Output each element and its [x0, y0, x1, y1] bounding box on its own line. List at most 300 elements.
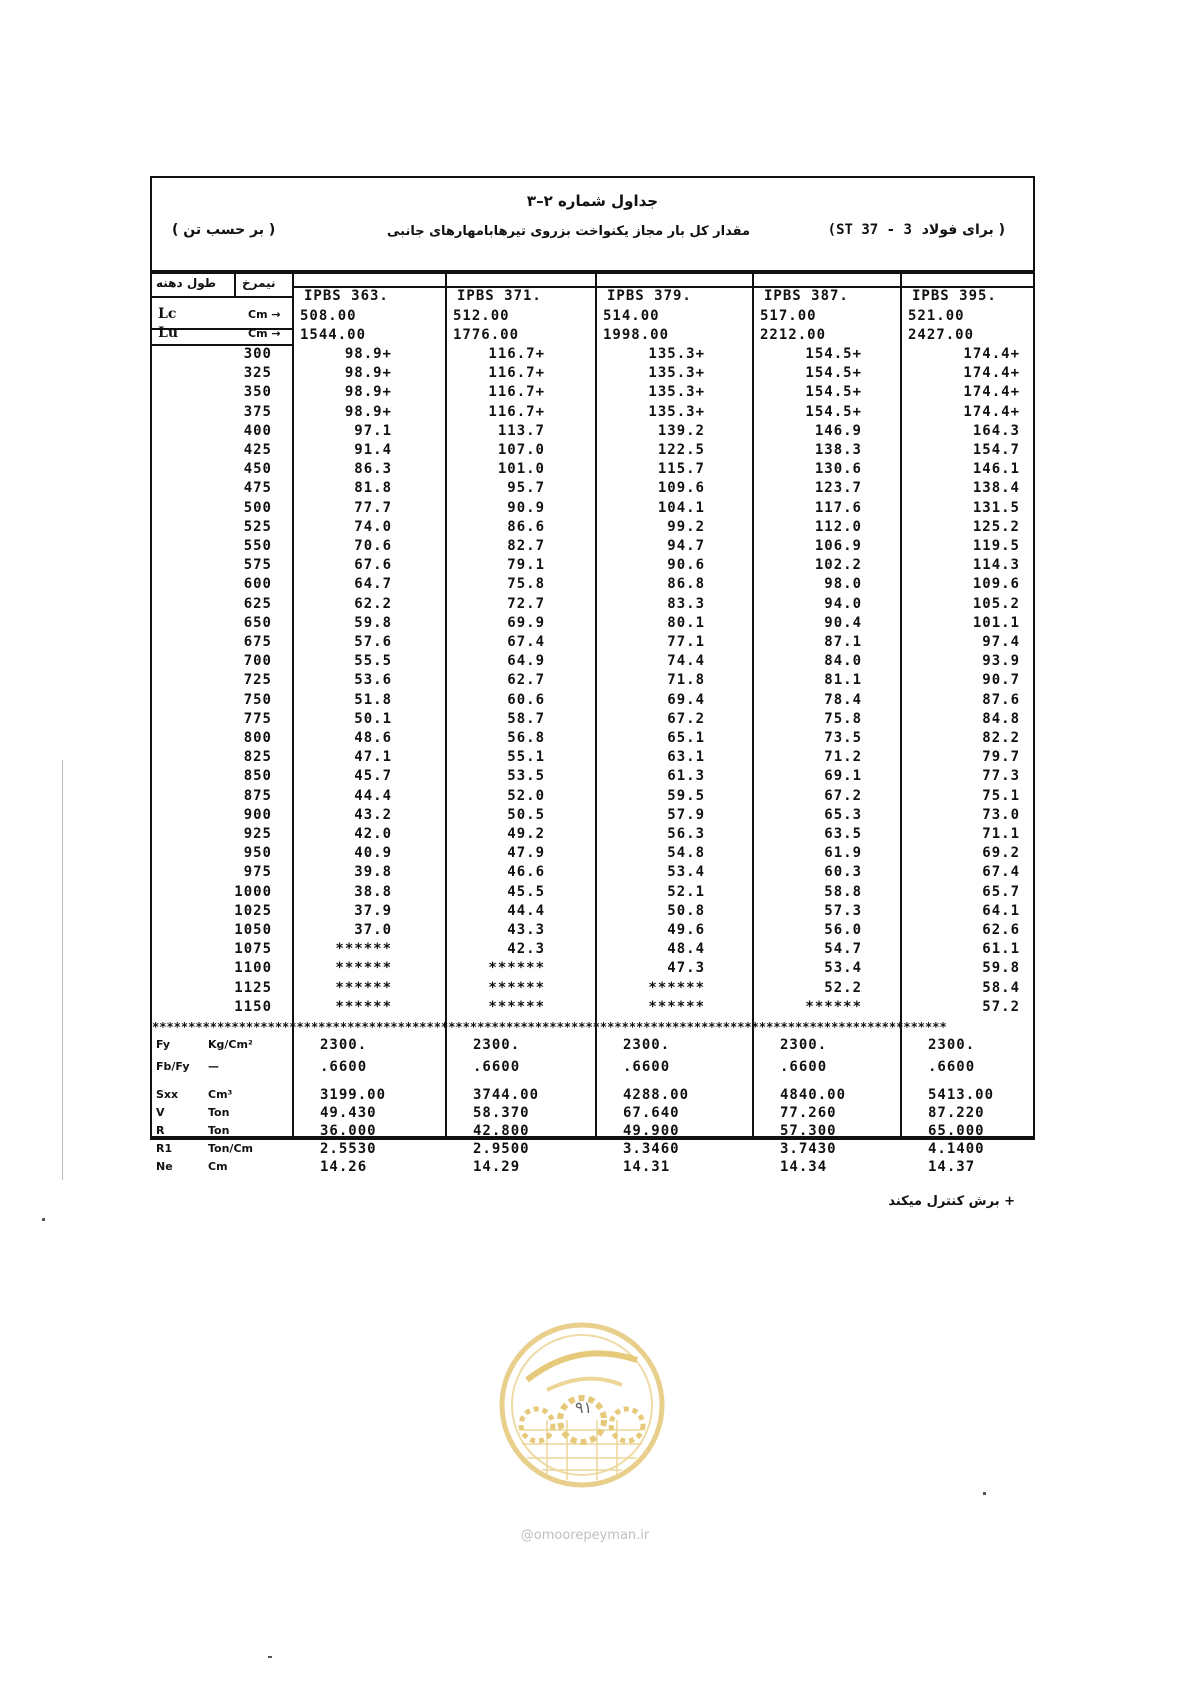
property-value: 4288.00	[623, 1087, 690, 1103]
property-label: V	[156, 1106, 165, 1119]
col-profile-label: نیمرخ	[242, 276, 276, 290]
property-value: 2300.	[320, 1037, 368, 1053]
table-cell: 67.4	[507, 634, 545, 650]
span-length: 450	[243, 461, 272, 478]
property-value: 3.7430	[780, 1141, 837, 1157]
table-cell: 45.7	[354, 768, 392, 785]
span-length: 850	[243, 768, 272, 785]
profile-header: IPBS 395.	[912, 288, 997, 304]
table-cell: 48.4	[667, 941, 705, 958]
table-cell: 52.2	[824, 979, 862, 996]
table-cell: 154.5+	[805, 403, 862, 420]
table-cell: 61.3	[667, 768, 705, 785]
table-cell: 1544.00	[300, 327, 367, 343]
table-cell: 45.5	[507, 883, 545, 900]
table-cell: 57.3	[824, 902, 862, 919]
table-cell: 64.7	[354, 576, 392, 593]
table-cell: 73.0	[982, 806, 1020, 823]
table-cell: 174.4+	[963, 403, 1020, 420]
scan-mark	[42, 1218, 45, 1221]
table-cell: 77.3	[982, 768, 1020, 785]
table-cell: 53.6	[354, 672, 392, 689]
table-cell: 174.4+	[963, 384, 1020, 401]
property-unit: Ton/Cm	[208, 1142, 253, 1155]
table-cell: 97.1	[354, 422, 392, 439]
span-length: 425	[243, 442, 272, 458]
table-cell: 512.00	[453, 308, 510, 324]
table-cell: 90.9	[507, 499, 545, 516]
row-symbol: Lc	[158, 306, 177, 322]
table-cell: ******	[335, 979, 392, 996]
table-cell: 59.5	[667, 787, 705, 804]
table-cell: 104.1	[657, 499, 705, 516]
table-cell: 42.0	[354, 826, 392, 842]
table-cell: 49.2	[507, 826, 545, 842]
table-cell: 517.00	[760, 308, 817, 324]
table-cell: 58.7	[507, 710, 545, 727]
table-cell: 60.3	[824, 864, 862, 881]
table-frame	[150, 176, 1035, 1175]
table-subtitle: مقدار کل بار مجاز یکنواخت بزروی تیرهابامهارهای جانبی	[387, 224, 750, 239]
table-cell: ******	[488, 979, 545, 996]
span-length: 775	[243, 710, 272, 727]
table-cell: ******	[335, 998, 392, 1015]
table-cell: 50.1	[354, 710, 392, 727]
table-cell: 2212.00	[760, 327, 827, 343]
table-cell: 81.8	[354, 480, 392, 497]
table-cell: 67.6	[354, 557, 392, 574]
table-cell: 69.9	[507, 614, 545, 631]
property-value: .6600	[780, 1059, 828, 1075]
span-length: 700	[243, 653, 272, 670]
table-cell: 86.6	[507, 518, 545, 535]
property-unit: —	[208, 1060, 219, 1073]
table-cell: 80.1	[667, 614, 705, 631]
table-cell: 47.9	[507, 845, 545, 862]
span-length: 525	[243, 518, 272, 535]
span-length: 400	[243, 422, 272, 439]
table-cell: 53.4	[667, 864, 705, 881]
table-cell: 98.9+	[344, 346, 392, 362]
span-length: 500	[243, 499, 272, 516]
property-value: 2300.	[473, 1037, 521, 1053]
property-value: 3744.00	[473, 1087, 540, 1103]
span-length: 800	[243, 730, 272, 746]
table-cell: 44.4	[354, 787, 392, 804]
steel-grade: (ST 37 - 3	[827, 222, 912, 238]
table-cell: 43.2	[354, 806, 392, 823]
table-cell: 72.7	[507, 595, 545, 612]
table-cell: 51.8	[354, 691, 392, 708]
span-length: 1050	[234, 922, 272, 938]
table-cell: 62.7	[507, 672, 545, 689]
span-length: 300	[243, 346, 272, 362]
property-value: 77.260	[780, 1105, 837, 1121]
table-cell: 65.1	[667, 730, 705, 746]
table-cell: 77.7	[354, 499, 392, 516]
table-cell: 74.0	[354, 518, 392, 535]
table-cell: 146.1	[972, 461, 1020, 478]
table-cell: 84.0	[824, 653, 862, 670]
units-note: ( بر حسب تن )	[172, 222, 276, 238]
table-cell: 78.4	[824, 691, 862, 708]
table-cell: 154.5+	[805, 365, 862, 382]
table-cell: 42.3	[507, 941, 545, 958]
left-header-divider	[234, 272, 236, 296]
table-cell: 44.4	[507, 902, 545, 919]
table-cell: 94.0	[824, 595, 862, 612]
table-cell: 50.8	[667, 902, 705, 919]
table-cell: 52.0	[507, 787, 545, 804]
table-cell: 109.6	[657, 480, 705, 497]
table-cell: 52.1	[667, 883, 705, 900]
table-cell: 57.9	[667, 806, 705, 823]
span-length: 875	[243, 787, 272, 804]
property-unit: Cm³	[208, 1088, 233, 1101]
property-value: 14.29	[473, 1159, 521, 1175]
property-label: Sxx	[156, 1088, 179, 1101]
table-cell: 98.0	[824, 576, 862, 593]
lu-rule	[152, 344, 292, 346]
table-cell: 60.6	[507, 691, 545, 708]
table-cell: 2427.00	[908, 327, 975, 343]
table-cell: 521.00	[908, 308, 965, 324]
table-cell: 116.7+	[488, 365, 545, 382]
scan-mark	[62, 760, 63, 1180]
table-cell: 74.4	[667, 653, 705, 670]
property-value: .6600	[473, 1059, 521, 1075]
footnote: + برش کنترل میکند	[888, 1194, 1015, 1209]
bottom-rule	[152, 1136, 1033, 1138]
table-cell: 99.2	[667, 518, 705, 535]
table-cell: ******	[648, 998, 705, 1015]
span-length: 600	[243, 576, 272, 593]
span-length: 650	[243, 614, 272, 631]
table-title: جداول شماره ۲–۳	[526, 192, 659, 210]
property-value: 2.9500	[473, 1141, 530, 1157]
table-cell: 138.3	[814, 442, 862, 458]
table-cell: 106.9	[814, 538, 862, 554]
table-cell: 67.2	[667, 710, 705, 727]
property-label: Ne	[156, 1160, 173, 1173]
table-cell: 174.4+	[963, 346, 1020, 362]
property-value: 14.34	[780, 1159, 828, 1175]
table-cell: 75.8	[507, 576, 545, 593]
property-value: 49.900	[623, 1123, 680, 1139]
table-cell: 71.1	[982, 826, 1020, 842]
property-value: .6600	[928, 1059, 976, 1075]
table-cell: 57.6	[354, 634, 392, 650]
table-cell: 79.1	[507, 557, 545, 574]
property-value: 14.26	[320, 1159, 368, 1175]
property-value: 42.800	[473, 1123, 530, 1139]
table-cell: 109.6	[972, 576, 1020, 593]
table-cell: ******	[648, 979, 705, 996]
table-cell: 71.2	[824, 749, 862, 766]
table-cell: 98.9+	[344, 365, 392, 382]
table-cell: 69.2	[982, 845, 1020, 862]
table-cell: 50.5	[507, 806, 545, 823]
table-cell: 70.6	[354, 538, 392, 554]
table-cell: 94.7	[667, 538, 705, 554]
table-cell: 87.6	[982, 691, 1020, 708]
profile-header: IPBS 387.	[764, 288, 849, 304]
table-cell: 101.0	[497, 461, 545, 478]
table-cell: 115.7	[657, 461, 705, 478]
table-cell: 116.7+	[488, 384, 545, 401]
table-cell: 139.2	[657, 422, 705, 439]
span-length: 900	[243, 806, 272, 823]
table-cell: 69.1	[824, 768, 862, 785]
property-unit: Ton	[208, 1124, 230, 1137]
table-cell: 105.2	[972, 595, 1020, 612]
property-value: 2300.	[928, 1037, 976, 1053]
table-cell: ******	[335, 960, 392, 977]
span-length: 725	[243, 672, 272, 689]
table-cell: 62.6	[982, 922, 1020, 938]
table-cell: 59.8	[982, 960, 1020, 977]
property-label: Fb/Fy	[156, 1060, 190, 1073]
table-cell: 146.9	[814, 422, 862, 439]
table-cell: 174.4+	[963, 365, 1020, 382]
table-cell: 54.7	[824, 941, 862, 958]
property-value: 58.370	[473, 1105, 530, 1121]
span-length: 475	[243, 480, 272, 497]
table-cell: 63.5	[824, 826, 862, 842]
table-cell: 116.7+	[488, 403, 545, 420]
table-cell: 75.1	[982, 787, 1020, 804]
row-unit: Cm →	[248, 308, 281, 321]
table-cell: 67.4	[982, 864, 1020, 881]
table-cell: 107.0	[497, 442, 545, 458]
table-cell: 46.6	[507, 864, 545, 881]
property-value: 67.640	[623, 1105, 680, 1121]
table-cell: 67.2	[824, 787, 862, 804]
profile-header: IPBS 363.	[304, 288, 389, 304]
table-cell: 117.6	[814, 499, 862, 516]
table-cell: 131.5	[972, 499, 1020, 516]
left-header-rule	[152, 296, 292, 298]
table-cell: 49.6	[667, 922, 705, 938]
table-title-area	[152, 178, 1033, 272]
table-cell: 69.4	[667, 691, 705, 708]
table-cell: 164.3	[972, 422, 1020, 439]
table-cell: 1776.00	[453, 327, 520, 343]
table-cell: 86.3	[354, 461, 392, 478]
table-cell: 53.5	[507, 768, 545, 785]
table-cell: ******	[488, 998, 545, 1015]
star-separator: **************************************************************************************************************	[152, 1020, 947, 1034]
table-cell: 86.8	[667, 576, 705, 593]
row-unit: Cm →	[248, 327, 281, 340]
table-cell: 57.2	[982, 998, 1020, 1015]
table-cell: 55.5	[354, 653, 392, 670]
property-value: .6600	[320, 1059, 368, 1075]
table-cell: 112.0	[814, 518, 862, 535]
property-unit: Cm	[208, 1160, 228, 1173]
table-cell: 154.7	[972, 442, 1020, 458]
table-cell: 90.7	[982, 672, 1020, 689]
property-value: 5413.00	[928, 1087, 995, 1103]
property-unit: Kg/Cm²	[208, 1038, 253, 1051]
scan-mark	[268, 1656, 272, 1658]
table-cell: 43.3	[507, 922, 545, 938]
table-cell: ******	[488, 960, 545, 977]
table-cell: 93.9	[982, 653, 1020, 670]
span-length: 1075	[234, 941, 272, 958]
property-value: 2300.	[623, 1037, 671, 1053]
span-length: 1125	[234, 979, 272, 996]
table-cell: 63.1	[667, 749, 705, 766]
table-cell: 90.6	[667, 557, 705, 574]
table-cell: 91.4	[354, 442, 392, 458]
table-cell: 98.9+	[344, 403, 392, 420]
row-symbol: Lu	[158, 325, 179, 341]
table-cell: 125.2	[972, 518, 1020, 535]
table-cell: 56.0	[824, 922, 862, 938]
profile-header: IPBS 371.	[457, 288, 542, 304]
span-length: 825	[243, 749, 272, 766]
span-length: 1000	[234, 883, 272, 900]
table-cell: 61.1	[982, 941, 1020, 958]
table-cell: 138.4	[972, 480, 1020, 497]
table-cell: 65.7	[982, 883, 1020, 900]
table-cell: 62.2	[354, 595, 392, 612]
table-cell: 65.3	[824, 806, 862, 823]
table-cell: 135.3+	[648, 346, 705, 362]
span-length: 625	[243, 595, 272, 612]
property-value: 3199.00	[320, 1087, 387, 1103]
table-cell: 101.1	[972, 614, 1020, 631]
table-cell: 64.9	[507, 653, 545, 670]
table-cell: ******	[335, 941, 392, 958]
header-rule	[152, 272, 1033, 274]
profile-header: IPBS 379.	[607, 288, 692, 304]
span-length: 350	[243, 384, 272, 401]
table-cell: 38.8	[354, 883, 392, 900]
table-cell: 47.3	[667, 960, 705, 977]
data-grid	[152, 272, 1033, 1175]
table-cell: 54.8	[667, 845, 705, 862]
table-cell: 58.8	[824, 883, 862, 900]
table-cell: 97.4	[982, 634, 1020, 650]
table-cell: 514.00	[603, 308, 660, 324]
span-length: 925	[243, 826, 272, 842]
span-length: 1150	[234, 998, 272, 1015]
property-value: 2300.	[780, 1037, 828, 1053]
property-value: .6600	[623, 1059, 671, 1075]
watermark-text: @omoorepeyman.ir	[520, 1528, 650, 1543]
scan-mark	[983, 1492, 986, 1495]
table-cell: 47.1	[354, 749, 392, 766]
table-cell: 130.6	[814, 461, 862, 478]
span-length: 750	[243, 691, 272, 708]
table-cell: 84.8	[982, 710, 1020, 727]
table-cell: 123.7	[814, 480, 862, 497]
property-value: 87.220	[928, 1105, 985, 1121]
property-value: 36.000	[320, 1123, 377, 1139]
property-value: 14.37	[928, 1159, 976, 1175]
span-length: 1025	[234, 902, 272, 919]
span-length: 550	[243, 538, 272, 554]
table-cell: 82.7	[507, 538, 545, 554]
span-length: 1100	[234, 960, 272, 977]
table-cell: 135.3+	[648, 403, 705, 420]
col-length-label: طول دهنه	[156, 276, 217, 290]
table-cell: 73.5	[824, 730, 862, 746]
table-cell: 83.3	[667, 595, 705, 612]
table-cell: 53.4	[824, 960, 862, 977]
table-cell: 114.3	[972, 557, 1020, 574]
table-cell: 154.5+	[805, 346, 862, 362]
table-cell: 48.6	[354, 730, 392, 746]
span-length: 575	[243, 557, 272, 574]
table-cell: 81.1	[824, 672, 862, 689]
table-cell: ******	[805, 998, 862, 1015]
table-cell: 95.7	[507, 480, 545, 497]
table-cell: 71.8	[667, 672, 705, 689]
property-label: R	[156, 1124, 165, 1137]
property-value: 4.1400	[928, 1141, 985, 1157]
table-cell: 154.5+	[805, 384, 862, 401]
property-value: 2.5530	[320, 1141, 377, 1157]
table-cell: 135.3+	[648, 365, 705, 382]
table-cell: 90.4	[824, 614, 862, 631]
table-cell: 79.7	[982, 749, 1020, 766]
table-cell: 119.5	[972, 538, 1020, 554]
table-cell: 61.9	[824, 845, 862, 862]
table-cell: 508.00	[300, 308, 357, 324]
property-value: 57.300	[780, 1123, 837, 1139]
steel-label: ( برای فولاد	[921, 222, 1005, 238]
table-cell: 87.1	[824, 634, 862, 650]
table-cell: 135.3+	[648, 384, 705, 401]
table-cell: 102.2	[814, 557, 862, 574]
steel-grade-note	[828, 222, 1005, 238]
table-cell: 82.2	[982, 730, 1020, 746]
property-value: 4840.00	[780, 1087, 847, 1103]
property-value: 49.430	[320, 1105, 377, 1121]
table-cell: 56.3	[667, 826, 705, 842]
property-unit: Ton	[208, 1106, 230, 1119]
table-cell: 39.8	[354, 864, 392, 881]
page-number: ۹۱	[575, 1398, 593, 1417]
table-cell: 77.1	[667, 634, 705, 650]
table-cell: 55.1	[507, 749, 545, 766]
property-label: R1	[156, 1142, 173, 1155]
property-value: 65.000	[928, 1123, 985, 1139]
table-cell: 116.7+	[488, 346, 545, 362]
property-value: 14.31	[623, 1159, 671, 1175]
table-cell: 37.9	[354, 902, 392, 919]
table-cell: 98.9+	[344, 384, 392, 401]
span-length: 325	[243, 365, 272, 382]
table-cell: 113.7	[497, 422, 545, 439]
table-cell: 64.1	[982, 902, 1020, 919]
table-cell: 1998.00	[603, 327, 670, 343]
span-length: 950	[243, 845, 272, 862]
table-cell: 37.0	[354, 922, 392, 938]
property-value: 3.3460	[623, 1141, 680, 1157]
span-length: 675	[243, 634, 272, 650]
table-cell: 122.5	[657, 442, 705, 458]
table-cell: 56.8	[507, 730, 545, 746]
table-cell: 40.9	[354, 845, 392, 862]
span-length: 975	[243, 864, 272, 881]
table-cell: 58.4	[982, 979, 1020, 996]
span-length: 375	[243, 403, 272, 420]
property-label: Fy	[156, 1038, 171, 1051]
